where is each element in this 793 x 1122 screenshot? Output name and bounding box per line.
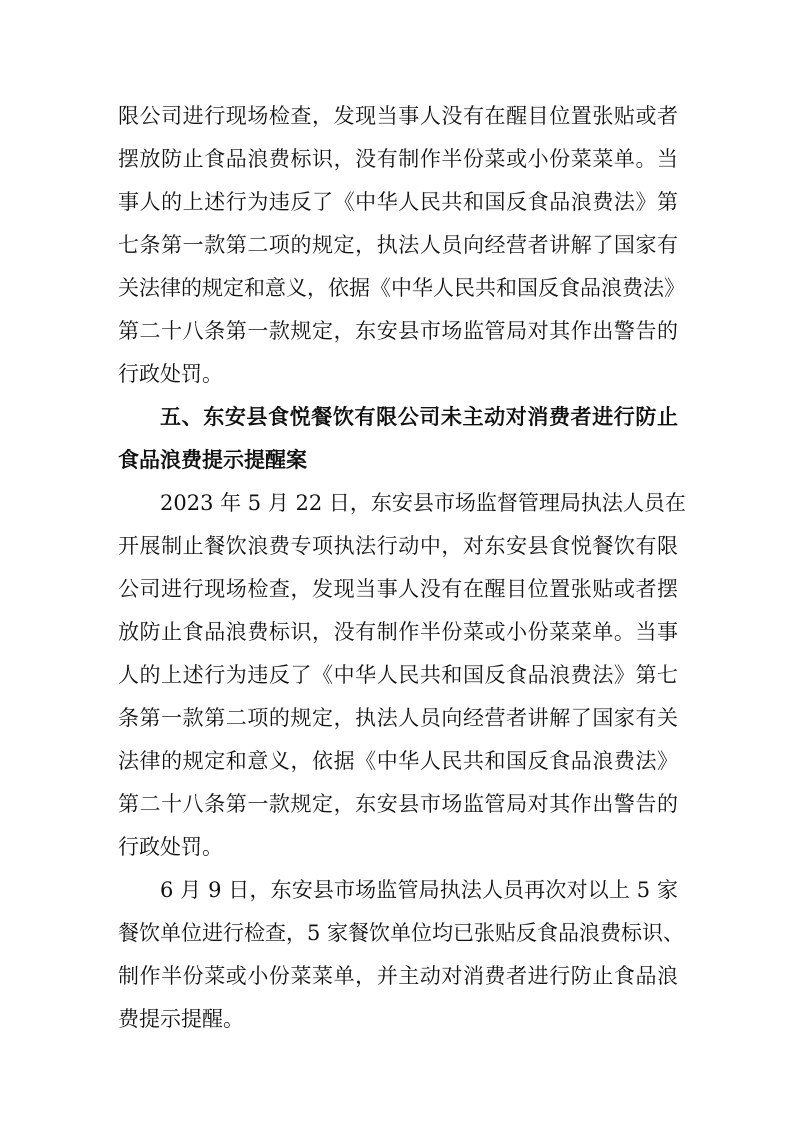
paragraph-1-line-5: 关法律的规定和意义，依据《中华人民共和国反食品浪费法》 bbox=[118, 276, 685, 300]
paragraph-3-line-4: 费提示提醒。 bbox=[118, 1007, 244, 1031]
paragraph-3-line-3: 制作半份菜或小份菜菜单，并主动对消费者进行防止食品浪 bbox=[118, 964, 678, 988]
paragraph-2-line-7: 法律的规定和意义，依据《中华人民共和国反食品浪费法》 bbox=[118, 749, 678, 773]
paragraph-2-line-2: 开展制止餐饮浪费专项执法行动中，对东安县食悦餐饮有限 bbox=[118, 534, 678, 558]
paragraph-2-line-6: 条第一款第二项的规定，执法人员向经营者讲解了国家有关 bbox=[118, 706, 678, 730]
paragraph-1-line-4: 七条第一款第二项的规定，执法人员向经营者讲解了国家有 bbox=[118, 233, 678, 257]
paragraph-1-line-6: 第二十八条第一款规定，东安县市场监管局对其作出警告的 bbox=[118, 319, 678, 343]
paragraph-2-line-9: 行政处罚。 bbox=[118, 835, 223, 859]
paragraph-3-line-1: 6 月 9 日，东安县市场监管局执法人员再次对以上 5 家 bbox=[160, 878, 678, 902]
section-heading-line-2: 食品浪费提示提醒案 bbox=[118, 448, 307, 472]
paragraph-3-line-2: 餐饮单位进行检查，5 家餐饮单位均已张贴反食品浪费标识、 bbox=[118, 921, 685, 945]
paragraph-2-line-8: 第二十八条第一款规定，东安县市场监管局对其作出警告的 bbox=[118, 792, 678, 816]
paragraph-2-line-1: 2023 年 5 月 22 日，东安县市场监督管理局执法人员在 bbox=[160, 491, 686, 515]
paragraph-2-line-5: 人的上述行为违反了《中华人民共和国反食品浪费法》第七 bbox=[118, 663, 678, 687]
paragraph-1-line-3: 事人的上述行为违反了《中华人民共和国反食品浪费法》第 bbox=[118, 190, 678, 214]
paragraph-1-line-7: 行政处罚。 bbox=[118, 362, 223, 386]
paragraph-1-line-1: 限公司进行现场检查，发现当事人没有在醒目位置张贴或者 bbox=[118, 104, 678, 128]
paragraph-1-line-2: 摆放防止食品浪费标识，没有制作半份菜或小份菜菜单。当 bbox=[118, 147, 678, 171]
paragraph-2-line-4: 放防止食品浪费标识，没有制作半份菜或小份菜菜单。当事 bbox=[118, 620, 678, 644]
section-heading-line-1: 五、东安县食悦餐饮有限公司未主动对消费者进行防止 bbox=[160, 405, 678, 429]
paragraph-2-line-3: 公司进行现场检查，发现当事人没有在醒目位置张贴或者摆 bbox=[118, 577, 678, 601]
